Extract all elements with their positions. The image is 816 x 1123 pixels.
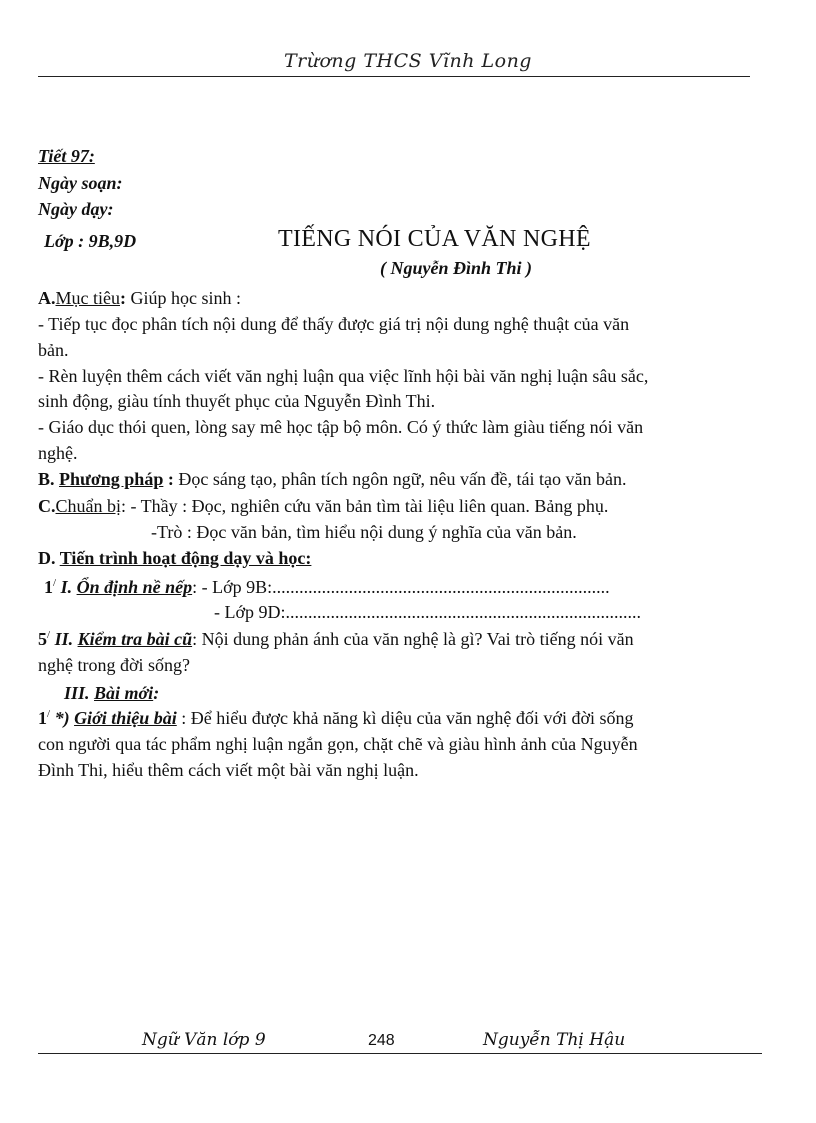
step-stabilize-class-9d: - Lớp 9D:............................................................................... [214,602,642,622]
step-introduction-cont-1: con người qua tác phẩm nghị luận ngắn gọn, chặt chẽ và giàu hình ảnh của Nguyễn [38,734,638,754]
objective-line-2b: sinh động, giàu tính thuyết phục của Nguyễn Đình Thi. [38,391,436,411]
prep-date: Ngày soạn: [38,173,123,193]
step-introduction: 1/ *) Giới thiệu bài : Để hiểu được khả năng kì diệu của văn nghệ đối với đời sống [38,708,634,728]
step-introduction-cont-2: Đình Thi, hiểu thêm cách viết một bài văn nghị luận. [38,760,419,780]
objective-line-3: - Giáo dục thói quen, lòng say mê học tập bộ môn. Có ý thức làm giàu tiếng nói văn [38,417,644,437]
objective-line-1: - Tiếp tục đọc phân tích nội dung để thấy được giá trị nội dung nghệ thuật của văn [38,314,630,334]
footer-teacher: Nguyễn Thị Hậu [483,1030,626,1050]
step-review-cont: nghệ trong đời sống? [38,655,190,675]
teach-date: Ngày dạy: [38,199,114,219]
footer-divider [38,1053,762,1054]
footer-page-number: 248 [368,1032,395,1049]
header-school-name: Trừơng THCS Vĩnh Long [284,50,532,72]
objective-line-3b: nghệ. [38,443,78,463]
step-new-lesson: III. Bài mới: [64,683,160,703]
step-review: 5/ II. Kiểm tra bài cũ: Nội dung phản ánh của văn nghệ là gì? Vai trò tiếng nói văn [38,629,634,649]
author-line: ( Nguyễn Đình Thi ) [380,258,533,278]
objective-line-2: - Rèn luyện thêm cách viết văn nghị luận qua việc lĩnh hội bài văn nghị luận sâu sắc, [38,366,649,386]
class-label: Lớp : 9B,9D [44,231,137,251]
step-stabilize: 1/ I. Ổn định nề nếp: - Lớp 9B:........................................................................... [44,577,610,597]
objective-line-1b: bản. [38,340,69,360]
section-c: C.Chuẩn bị: - Thầy : Đọc, nghiên cứu văn bản tìm tài liệu liên quan. Bảng phụ. [38,496,609,516]
section-c-student: -Trò : Đọc văn bản, tìm hiểu nội dung ý nghĩa của văn bản. [151,522,577,542]
section-a-heading: A.Mục tiêu: Giúp học sinh : [38,288,241,308]
section-b: B. Phương pháp : Đọc sáng tạo, phân tích ngôn ngữ, nêu vấn đề, tái tạo văn bản. [38,469,627,489]
footer-subject: Ngữ Văn lớp 9 [142,1030,266,1050]
lesson-number: Tiết 97: [38,146,95,166]
section-d-heading: D. Tiến trình hoạt động dạy và học: [38,548,312,568]
header-divider [38,76,750,77]
page-title: TIẾNG NÓI CỦA VĂN NGHỆ [278,226,591,252]
